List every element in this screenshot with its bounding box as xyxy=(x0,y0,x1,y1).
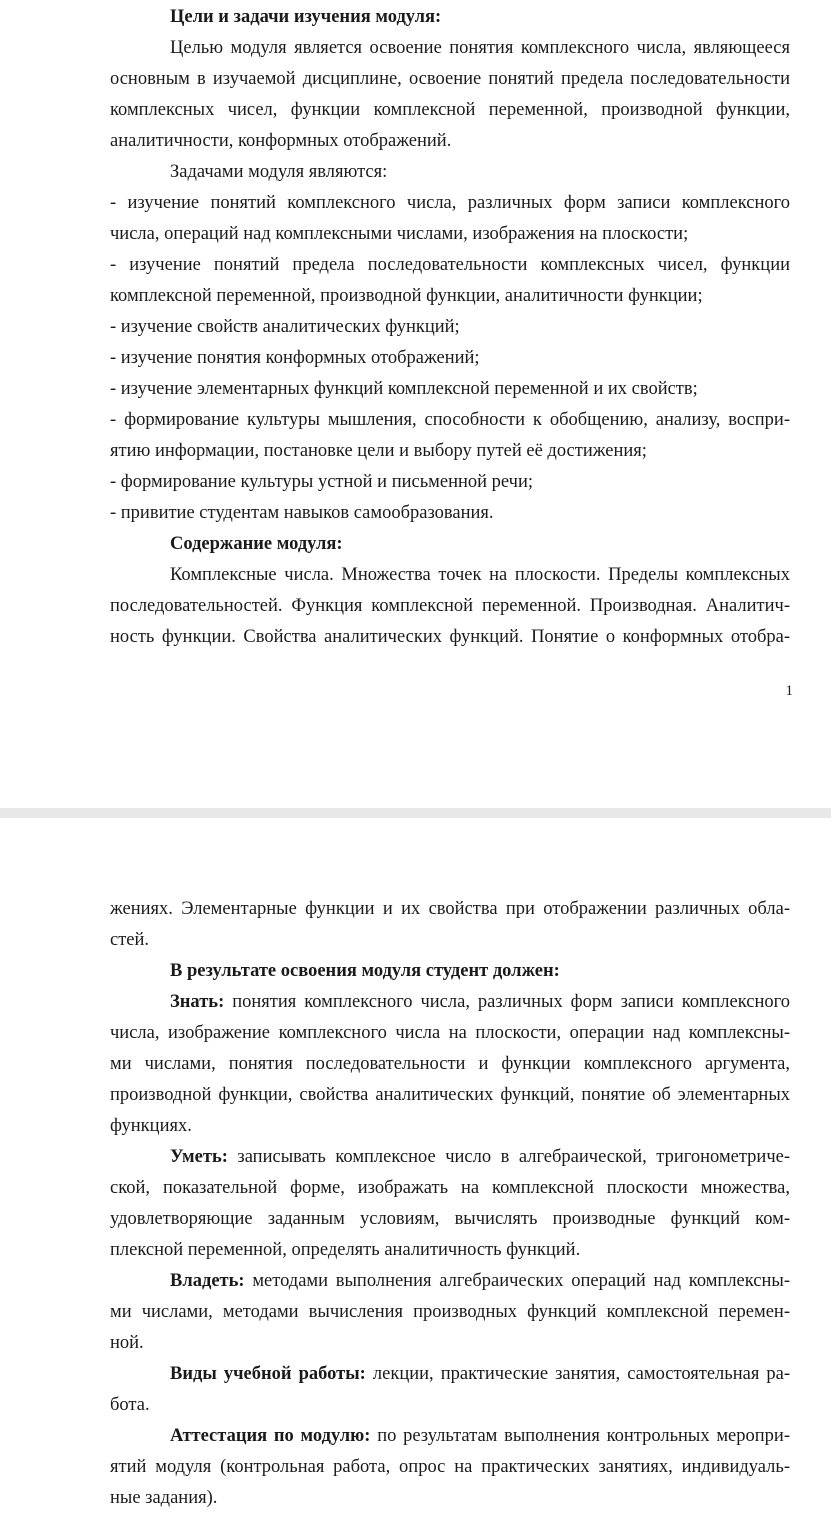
bold-run: Виды учебной работы: xyxy=(170,1364,366,1384)
text-line: ность функции. Свойства аналитических функций. Понятие о конформных отобра- xyxy=(110,627,790,647)
text-line: функциях. xyxy=(110,1116,192,1136)
bold-run: Цели и задачи изучения модуля: xyxy=(170,7,442,27)
text-line: - изучение понятий комплексного числа, различных форм записи комплексного xyxy=(110,193,790,213)
text-line: числа, изображение комплексного числа на плоскости, операции над комплексны- xyxy=(110,1023,790,1043)
text-line: жениях. Элементарные функции и их свойства при отображении различных обла- xyxy=(110,899,790,919)
text-line xyxy=(110,529,790,560)
text-line: ми числами, методами вычисления производных функций комплексной перемен- xyxy=(110,1302,790,1322)
text-line xyxy=(110,956,790,987)
page-separator xyxy=(0,808,831,818)
text-line: Уметь: записывать комплексное число в алгебраической, тригонометриче- xyxy=(170,1147,790,1167)
text-line: Комплексные числа. Множества точек на плоскости. Пределы комплексных xyxy=(170,565,790,585)
text-line: ятий модуля (контрольная работа, опрос на практических занятиях, индивидуаль- xyxy=(110,1457,790,1477)
text-line: последовательностей. Функция комплексной переменной. Производная. Аналитич- xyxy=(110,596,790,616)
text-line: бота. xyxy=(110,1395,150,1415)
text-line: ской, показательной форме, изображать на комплексной плоскости множества, xyxy=(110,1178,790,1198)
text-line: - формирование культуры мышления, способности к обобщению, анализу, воспри- xyxy=(110,410,790,430)
text-line: плексной переменной, определять аналитичность функций. xyxy=(110,1240,581,1260)
text-line: Владеть: методами выполнения алгебраических операций над комплексны- xyxy=(170,1271,790,1291)
page-1-text-column xyxy=(110,2,790,653)
bold-run: Содержание модуля: xyxy=(170,534,343,554)
text-line: ные задания). xyxy=(110,1488,218,1508)
text-line: Виды учебной работы: лекции, практические занятия, самостоятельная ра- xyxy=(170,1364,790,1384)
text-line: Аттестация по модулю: по результатам выполнения контрольных меропри- xyxy=(170,1426,790,1446)
text-line: ной. xyxy=(110,1333,144,1353)
text-line: ятию информации, постановке цели и выбору путей её достижения; xyxy=(110,441,647,461)
text-line: ми числами, понятия последовательности и функции комплексного аргумента, xyxy=(110,1054,790,1074)
page-number: 1 xyxy=(785,683,793,699)
text-line xyxy=(110,2,790,33)
bold-run: Уметь: xyxy=(170,1147,228,1167)
text-line: стей. xyxy=(110,930,150,950)
text-line: - привитие студентам навыков самообразования. xyxy=(110,503,494,523)
bold-run: Аттестация по модулю: xyxy=(170,1426,371,1446)
text-line: - изучение понятия конформных отображений; xyxy=(110,348,480,368)
document-page-2 xyxy=(0,818,831,1536)
text-line: - изучение понятий предела последовательности комплексных чисел, функции xyxy=(110,255,790,275)
text-line: - изучение свойств аналитических функций; xyxy=(110,317,460,337)
text-line: основным в изучаемой дисциплине, освоение понятий предела последовательности xyxy=(110,69,790,89)
text-line: Знать: понятия комплексного числа, различных форм записи комплексного xyxy=(170,992,790,1012)
text-line: числа, операций над комплексными числами, изображения на плоскости; xyxy=(110,224,689,244)
text-line: Задачами модуля являются: xyxy=(170,162,388,182)
bold-run: Владеть: xyxy=(170,1271,245,1291)
text-line: производной функции, свойства аналитических функций, понятие об элементарных xyxy=(110,1085,790,1105)
text-line: комплексной переменной, производной функции, аналитичности функции; xyxy=(110,286,703,306)
text-line: - изучение элементарных функций комплексной переменной и их свойств; xyxy=(110,379,698,399)
page-2-text-column xyxy=(110,894,790,1514)
bold-run: В результате освоения модуля студент должен: xyxy=(170,961,560,981)
text-line: комплексных чисел, функции комплексной переменной, производной функции, xyxy=(110,100,790,120)
text-line: Целью модуля является освоение понятия комплексного числа, являющееся xyxy=(170,38,790,58)
text-line: - формирование культуры устной и письменной речи; xyxy=(110,472,533,492)
text-line: аналитичности, конформных отображений. xyxy=(110,131,452,151)
bold-run: Знать: xyxy=(170,992,225,1012)
text-line: удовлетворяющие заданным условиям, вычислять производные функций ком- xyxy=(110,1209,790,1229)
